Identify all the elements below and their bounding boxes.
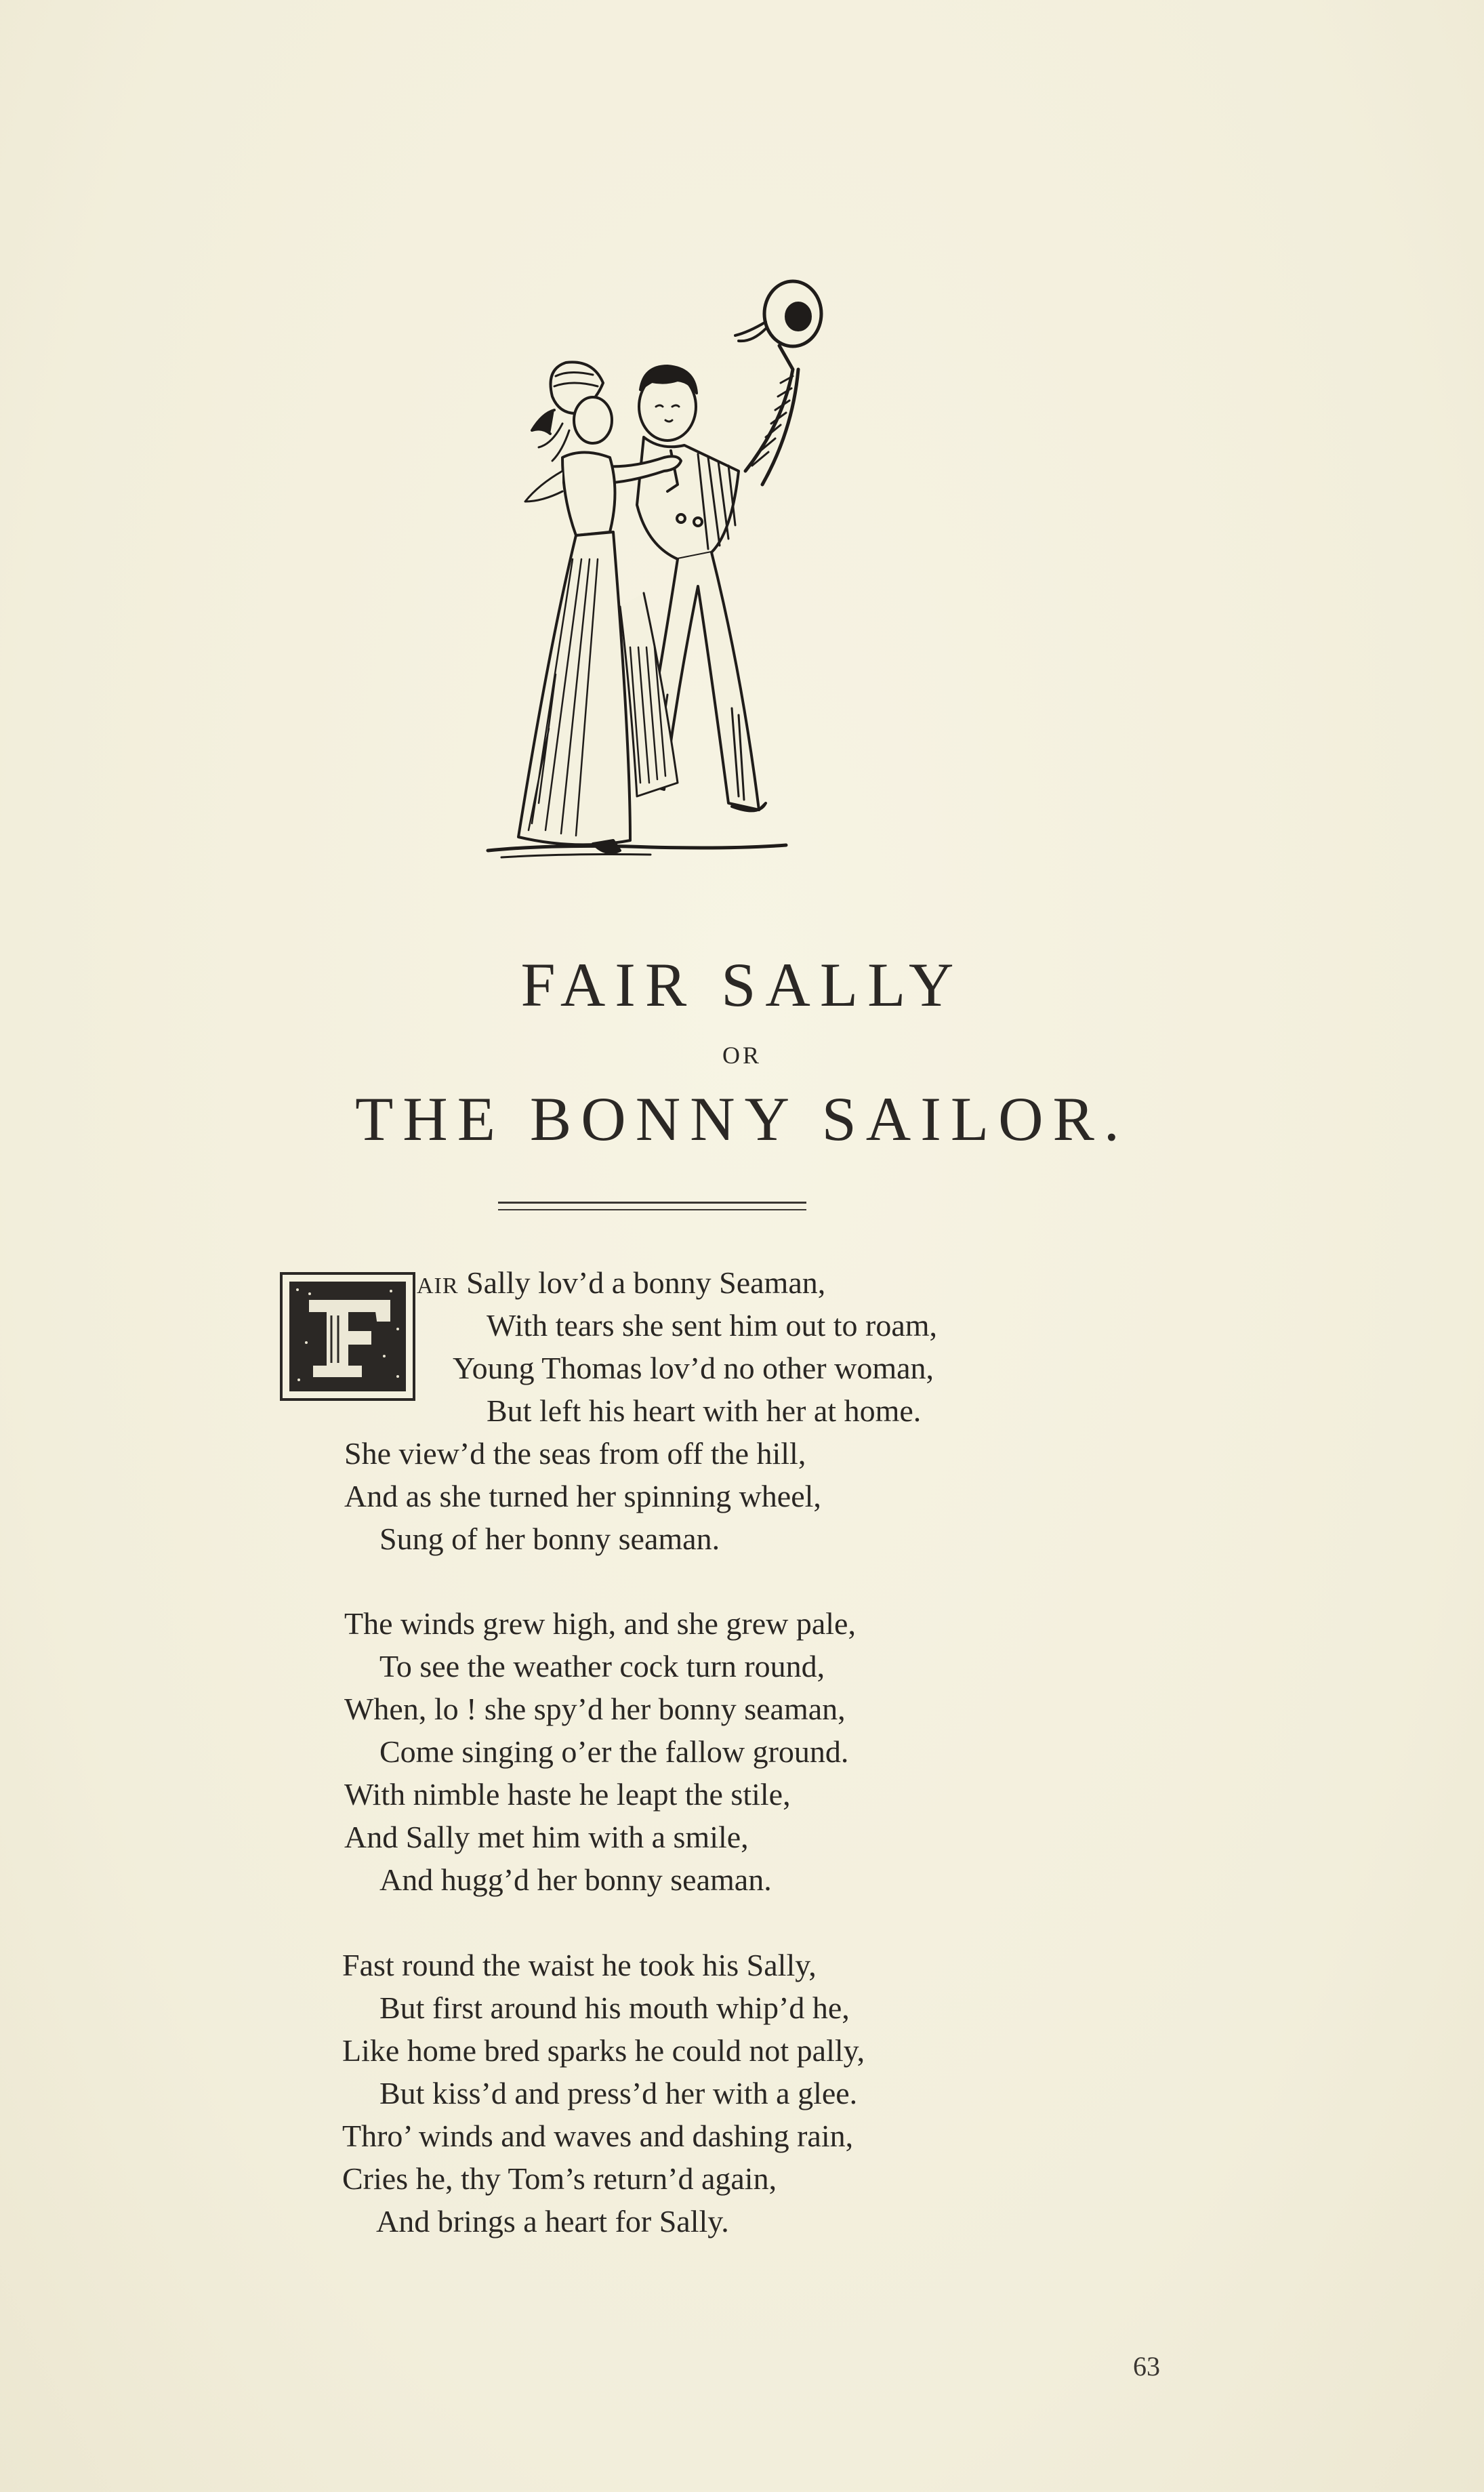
title-conjunction: OR bbox=[722, 1042, 762, 1069]
poem-line: And hugg’d her bonny seaman. bbox=[379, 1862, 772, 1897]
poem-line: Sung of her bonny seaman. bbox=[379, 1521, 720, 1556]
poem-line: But first around his mouth whip’d he, bbox=[379, 1990, 850, 2025]
poem-line bbox=[417, 1267, 825, 1299]
poem-line: The winds grew high, and she grew pale, bbox=[344, 1606, 856, 1641]
poem-line: With tears she sent him out to roam, bbox=[487, 1308, 938, 1343]
dancing-couple-illustration bbox=[474, 268, 827, 884]
drop-cap bbox=[280, 1272, 415, 1401]
poem-line: With nimble haste he leapt the stile, bbox=[344, 1777, 791, 1812]
title-divider bbox=[498, 1202, 806, 1204]
poem-line: And Sally met him with a smile, bbox=[344, 1820, 749, 1854]
title-divider-thin bbox=[498, 1209, 806, 1210]
poem-line: To see the weather cock turn round, bbox=[379, 1649, 825, 1683]
poem-subtitle: THE BONNY SAILOR. bbox=[355, 1084, 1129, 1153]
drop-cap-letter bbox=[289, 1282, 406, 1391]
poem-line: And as she turned her spinning wheel, bbox=[344, 1479, 821, 1513]
poem-line: She view’d the seas from off the hill, bbox=[344, 1436, 806, 1471]
poem-line: But left his heart with her at home. bbox=[487, 1393, 922, 1428]
poem-line: And brings a heart for Sally. bbox=[376, 2204, 729, 2239]
poem-line: Young Thomas lov’d no other woman, bbox=[453, 1351, 934, 1385]
poem-line: But kiss’d and press’d her with a glee. bbox=[379, 2076, 858, 2110]
poem-title: FAIR SALLY bbox=[520, 950, 964, 1019]
page-number: 63 bbox=[1133, 2351, 1160, 2382]
poem-line: Come singing o’er the fallow ground. bbox=[379, 1734, 849, 1769]
poem-line: Cries he, thy Tom’s return’d again, bbox=[342, 2161, 777, 2196]
poem-line: Thro’ winds and waves and dashing rain, bbox=[342, 2119, 854, 2153]
poem-line: When, lo ! she spy’d her bonny seaman, bbox=[344, 1692, 846, 1726]
drop-cap-ornament bbox=[289, 1282, 406, 1391]
poem-line: Fast round the waist he took his Sally, bbox=[342, 1948, 817, 1982]
poem-line: Like home bred sparks he could not pally, bbox=[342, 2033, 865, 2068]
first-word-smallcaps: AIR bbox=[417, 1273, 459, 1299]
poem-line-text: Sally lov’d a bonny Seaman, bbox=[466, 1265, 826, 1300]
